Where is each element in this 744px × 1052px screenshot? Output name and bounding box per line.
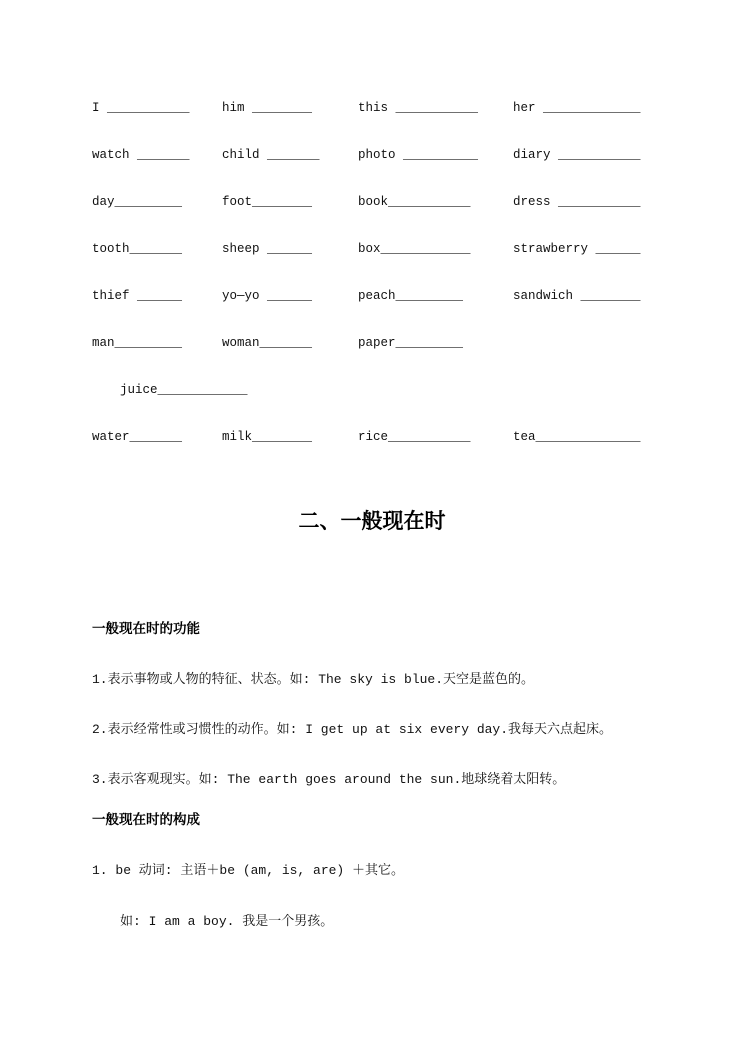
word-blank: I ___________ [92,101,190,115]
word-blank: thief ______ [92,289,183,303]
word-blank: tea______________ [513,430,641,444]
word-blank: dress ___________ [513,195,641,209]
word-row [92,100,644,116]
word-blank: book___________ [358,195,471,209]
word-row-juice [92,382,644,398]
word-blank: yo—yo ______ [222,289,313,303]
word-blank: her _____________ [513,101,641,115]
functions-section [92,617,684,788]
word-blank: peach_________ [358,289,464,303]
function-item: 3.表示客观现实。如: The earth goes around the sun.地球绕着太阳转。 [92,772,566,787]
word-blank: paper_________ [358,336,464,350]
word-blank: strawberry ______ [513,242,641,256]
word-blank: sheep ______ [222,242,313,256]
word-blank: box____________ [358,242,471,256]
word-blank: woman_______ [222,336,313,350]
word-row [92,429,644,445]
main-heading: 二、一般现在时 [298,510,446,533]
function-item: 1.表示事物或人物的特征、状态。如: The sky is blue.天空是蓝色的。 [92,672,535,687]
composition-item: 1. be 动词: 主语＋be (am, is, are) ＋其它。 [92,863,405,878]
word-blank: rice___________ [358,430,471,444]
word-blank: foot________ [222,195,313,209]
word-blank: him ________ [222,101,313,115]
word-blank: tooth_______ [92,242,183,256]
word-blank: day_________ [92,195,183,209]
word-blank: man_________ [92,336,183,350]
word-row [92,147,644,163]
composition-section [92,808,684,930]
word-blank: juice____________ [120,383,248,397]
word-blank: diary ___________ [513,148,641,162]
word-row [92,241,644,257]
composition-example: 如: I am a boy. 我是一个男孩。 [120,914,334,929]
word-row [92,335,644,351]
word-blank: watch _______ [92,148,190,162]
function-item: 2.表示经常性或习惯性的动作。如: I get up at six every day.我每天六点起床。 [92,722,613,737]
composition-heading: 一般现在时的构成 [92,812,200,827]
word-blank: sandwich ________ [513,289,641,303]
word-row [92,194,644,210]
word-row [92,288,644,304]
word-blank: child _______ [222,148,320,162]
functions-heading: 一般现在时的功能 [92,621,200,636]
word-blank: water_______ [92,430,183,444]
word-blank: photo __________ [358,148,479,162]
word-blank: this ___________ [358,101,479,115]
word-fill-section [92,100,644,445]
word-blank: milk________ [222,430,313,444]
